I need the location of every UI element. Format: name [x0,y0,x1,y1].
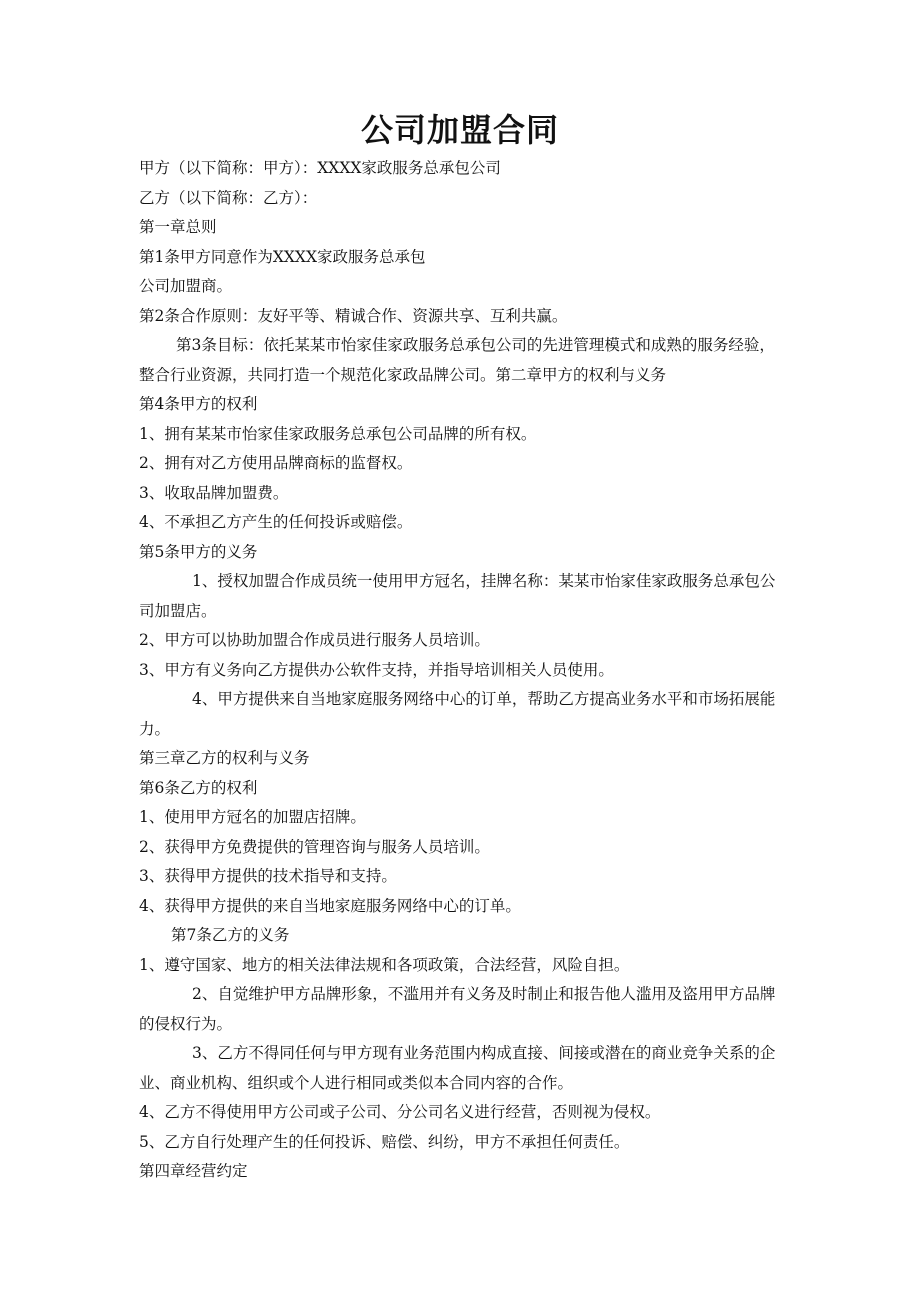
article-heading: 第5条甲方的义务 [139,542,258,561]
party-a-line: 甲方（以下简称：甲方）：XXXX家政服务总承包公司 [139,159,501,177]
clause-item: 4、获得甲方提供的来自当地家庭服务网络中心的订单。 [139,896,521,915]
clause-item: 1、使用甲方冠名的加盟店招牌。 [139,808,366,826]
chapter-heading: 第三章乙方的权利与义务 [139,749,310,767]
chapter-heading: 第四章经营约定 [139,1162,248,1180]
party-b-line: 乙方（以下简称：乙方）： [139,188,318,207]
document-title: 公司加盟合同 [360,111,559,149]
clause-item: 1、遵守国家、地方的相关法律法规和各项政策，合法经营，风险自担。 [139,955,630,974]
article-heading: 第6条乙方的权利 [139,778,258,797]
article-heading: 第7条乙方的义务 [171,926,290,944]
clause-item: 2、获得甲方免费提供的管理咨询与服务人员培训。 [139,837,490,856]
clause-item: 2、拥有对乙方使用品牌商标的监督权。 [139,454,413,472]
clause-item: 2、甲方可以协助加盟合作成员进行服务人员培训。 [139,631,490,649]
clause-item: 1、拥有某某市怡家佳家政服务总承包公司品牌的所有权。 [139,424,537,443]
document-body [139,154,789,1187]
article-paragraph: 第3条目标：依托某某市怡家佳家政服务总承包公司的先进管理模式和成熟的服务经验，整合行业资源，共同打造一个规范化家政品牌公司。第二章甲方的权利与义务 [139,336,775,384]
chapter-heading: 第一章总则 [139,218,217,236]
clause-item: 2、自觉维护甲方品牌形象，不滥用并有义务及时制止和报告他人滥用及盗用甲方品牌的侵权行为。 [139,985,776,1033]
clause-item: 4、乙方不得使用甲方公司或子公司、分公司名义进行经营，否则视为侵权。 [139,1103,661,1121]
clause-item: 3、乙方不得同任何与甲方现有业务范围内构成直接、间接或潜在的商业竞争关系的企业、商业机构、组织或个人进行相同或类似本合同内容的合作。 [139,1044,776,1092]
article-paragraph: 第2条合作原则：友好平等、精诚合作、资源共享、互利共赢。 [139,306,568,325]
article-heading: 第4条甲方的权利 [139,395,258,413]
clause-item: 5、乙方自行处理产生的任何投诉、赔偿、纠纷，甲方不承担任何责任。 [139,1132,630,1151]
clause-item: 3、甲方有义务向乙方提供办公软件支持，并指导培训相关人员使用。 [139,660,614,679]
clause-item: 4、甲方提供来自当地家庭服务网络中心的订单，帮助乙方提高业务水平和市场拓展能力。 [139,690,776,738]
article-continuation: 公司加盟商。 [139,277,233,295]
article-paragraph: 第1条甲方同意作为XXXX家政服务总承包 [139,247,426,266]
clause-item: 3、获得甲方提供的技术指导和支持。 [139,867,397,885]
clause-item: 1、授权加盟合作成员统一使用甲方冠名，挂牌名称：某某市怡家佳家政服务总承包公司加盟店。 [139,572,776,620]
clause-item: 4、不承担乙方产生的任何投诉或赔偿。 [139,513,413,531]
clause-item: 3、收取品牌加盟费。 [139,483,289,502]
